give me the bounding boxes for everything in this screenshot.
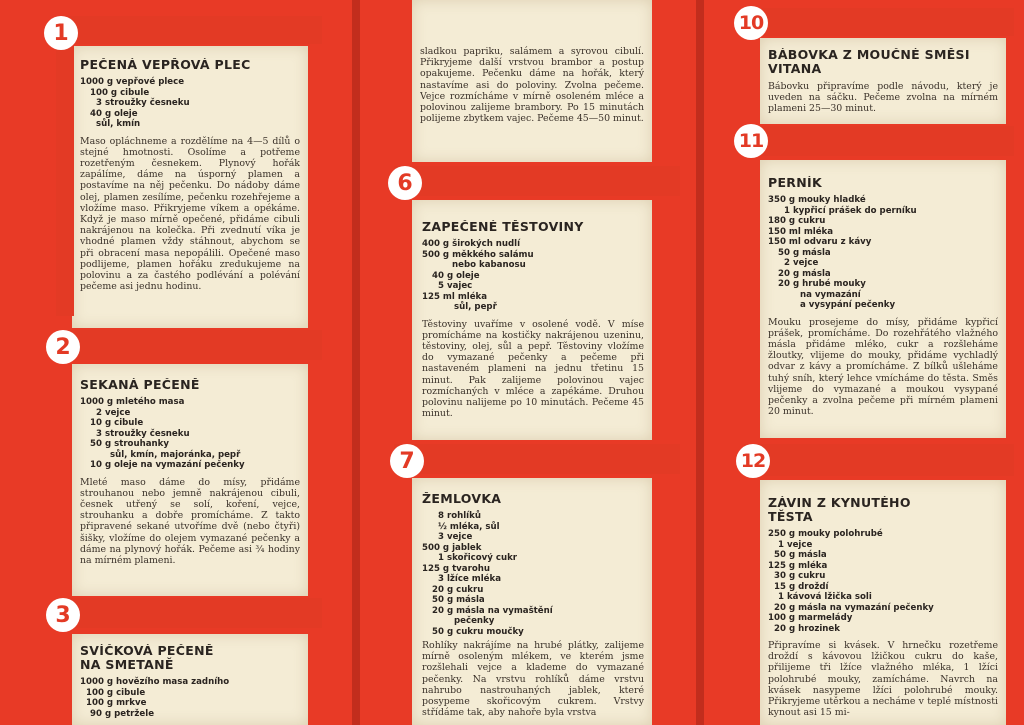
recipe-instructions: Připravíme si kvásek. V hrnečku rozetřeme droždí s kávovou lžičkou cukru do kaše, přilijeme tři lžíce vlažného mléka, 1 lžíci polohrubé mouky, zamícháme. Navrch na kvásek nasypeme lžíci polohrubé mouky. Přikryjeme utěrkou a necháme v teplé místnosti kynout asi 15 mi- <box>768 640 998 719</box>
ingredient: 100 g mrkve <box>86 698 147 708</box>
ingredient: 1 kávová lžička soli <box>778 592 872 602</box>
ingredient: 40 g oleje <box>90 108 138 119</box>
ingredient: 20 g cukru <box>432 584 484 595</box>
recipe-title: BÁBOVKA Z MOUČNÉ SMĚSI VITANA <box>768 48 970 76</box>
recipe-title: ZAPEČENÉ TĚSTOVINY <box>422 220 584 234</box>
recipe-instructions: sladkou papriku, salámem a syrovou cibulí. Přikryjeme další vrstvou brambor a postup opakujeme. Pečenku dáme na hořák, který nastavíme asi do poloviny. Zvolna pečeme. Vejce rozmícháme v mírně osoleném mléce a polovinou zalijeme brambory. Po 15 minutách polijeme zbytkem vajec. Pečeme 45—50 minut. <box>420 46 644 125</box>
ingredient: 50 g strouhanky <box>90 439 169 449</box>
ingredient: 400 g širokých nudlí <box>422 239 521 249</box>
ingredient: 3 lžíce mléka <box>438 574 502 584</box>
ingredient: sůl, pepř <box>454 302 497 312</box>
ingredient: 1 kypřicí prášek do perníku <box>784 205 917 216</box>
ingredient: ½ mléka, sůl <box>438 521 500 532</box>
ingredient: 1 skořicový cukr <box>438 553 518 563</box>
recipe-title: ZÁVIN Z KYNUTÉHO TĚSTA <box>768 496 911 524</box>
ingredient: 100 g cibule <box>90 87 150 98</box>
recipe-title: ŽEMLOVKA <box>422 492 502 506</box>
ingredient: 10 g cibule <box>90 418 144 428</box>
recipe-continued <box>420 46 644 156</box>
recipe-title: PEČENÁ VEPŘOVÁ PLEC <box>80 58 251 72</box>
recipe-title: SVÍČKOVÁ PEČENĚ NA SMETANĚ <box>80 644 214 672</box>
recipe-instructions: Mouku prosejeme do mísy, přidáme kypřicí prášek, promícháme. Do rozehřátého vlažného másla přidáme mléko, cukr a rozšleháme žloutky, vlijeme do mouky, přidáme vychladlý odvar z kávy a promícháme. Z bílků ušleháme tuhý sníh, který lehce vmícháme do těsta. Směs vlijeme do vymazané a moukou vysypané pečenky a zvolna pečeme při mírném plameni 20 minut. <box>768 316 998 418</box>
ingredient: 50 g másla <box>774 550 827 560</box>
ingredient: 500 g jablek <box>422 542 482 553</box>
ingredient: 350 g mouky hladké <box>768 195 866 205</box>
recipe-instructions: Bábovku připravíme podle návodu, který je uveden na sáčku. Pečeme zvolna na mírném plameni 25—30 minut. <box>768 81 998 115</box>
recipe-1 <box>80 58 300 320</box>
recipe-title: SEKANÁ PEČENĚ <box>80 378 200 392</box>
ingredient: 50 g cukru moučky <box>432 626 524 637</box>
recipe-number-badge: 2 <box>46 330 80 364</box>
ingredient: 2 vejce <box>784 258 819 268</box>
recipe-number-badge: 1 <box>44 16 78 50</box>
recipe-instructions: Maso opláchneme a rozdělíme na 4—5 dílů o stejné hmotnosti. Osolíme a potřeme rozetřeným česnekem. Plynový hořák zapálíme, dáme na úsporný plamen a postavíme na něj pečenku. Do nádoby dáme olej, plamen zesílíme, pečenku rozehřejeme a vložíme maso. Přikryjeme víkem a opékáme. Když je maso mírně opečené, přidáme cibuli nakrájenou na kolečka. Při zvednutí víka je vhodné plamen vždy stáhnout, abychom se při obracení masa nepopálili. Opečené maso podlijeme, plamen hořáku zredukujeme na polovinu a za častého podlévání a polévání pečeme asi jednu hodinu. <box>80 135 300 293</box>
red-stripe <box>394 166 680 196</box>
red-stripe <box>744 444 1014 476</box>
ingredient: 90 g petržele <box>90 708 155 719</box>
ingredient: 100 g cibule <box>86 687 146 698</box>
ingredient: 150 ml odvaru z kávy <box>768 237 872 247</box>
fold-line <box>352 0 360 725</box>
recipe-number-badge: 6 <box>388 166 422 200</box>
ingredient: 8 rohlíků <box>438 511 481 521</box>
red-stripe <box>744 8 1014 36</box>
ingredient: 50 g másla <box>778 247 831 258</box>
recipe-12 <box>768 496 998 725</box>
recipe-instructions: Rohlíky nakrájíme na hrubé plátky, zalijeme mírně osoleným mlékem, ve kterém jsme rozšlehali vejce a klademe do vymazané pečenky. Na vrstvu rohlíků dáme vrstvu nahrubo nastrouhaných jablek, které posypeme skořicovým cukrem. Vrstvy střídáme tak, aby nahoře byla vrstva <box>422 640 644 719</box>
ingredient: 3 vejce <box>438 532 473 542</box>
ingredient: 20 g másla <box>778 268 831 279</box>
ingredient: pečenky <box>454 616 495 626</box>
recipe-number-badge: 12 <box>736 444 770 478</box>
fold-line <box>696 0 704 725</box>
ingredient: 1000 g mletého masa <box>80 397 185 407</box>
ingredient-list <box>422 239 644 313</box>
recipe-number-badge: 7 <box>390 444 424 478</box>
ingredient: 150 ml mléka <box>768 226 834 237</box>
recipe-number-badge: 10 <box>734 6 768 40</box>
ingredient: 100 g marmelády <box>768 613 853 623</box>
red-stripe <box>56 330 322 360</box>
recipe-10 <box>768 48 998 122</box>
red-stripe <box>744 126 1014 156</box>
ingredient: 125 ml mléka <box>422 291 488 302</box>
ingredient: a vysypání pečenky <box>800 300 896 310</box>
recipe-number-badge: 3 <box>46 598 80 632</box>
ingredient-list <box>768 195 998 311</box>
recipe-2 <box>80 378 300 590</box>
ingredient: sůl, kmín, majoránka, pepř <box>110 449 241 460</box>
ingredient: 1000 g vepřové plece <box>80 77 185 87</box>
ingredient: na vymazání <box>800 289 861 300</box>
recipe-number-badge: 11 <box>734 124 768 158</box>
ingredient: 125 g mléka <box>768 560 828 571</box>
ingredient-list <box>80 397 300 471</box>
recipe-instructions: Mleté maso dáme do mísy, přidáme strouhanou nebo jemně nakrájenou cibuli, česnek utřený se solí, koření, vejce, strouhanku a dobře promícháme. Z takto připravené sekané utvoříme dvě (nebo čtyři) šišky, vložíme do olejem vymazané pečenky a dáme na plynový hořák. Pečeme asi ¾ hodiny na mírném plameni. <box>80 476 300 566</box>
recipe-3 <box>80 644 300 725</box>
recipe-title: PERNÍK <box>768 176 822 190</box>
ingredient: 20 g hrubé mouky <box>778 279 866 289</box>
ingredient: 20 g másla na vymaštění <box>432 605 553 616</box>
ingredient: 40 g oleje <box>432 270 480 281</box>
ingredient: 2 vejce <box>96 407 131 418</box>
red-stripe <box>56 598 322 628</box>
ingredient: 30 g cukru <box>774 571 826 581</box>
ingredient: 5 vajec <box>438 281 473 291</box>
ingredient: 20 g másla na vymazání pečenky <box>774 602 934 613</box>
ingredient-list <box>768 529 998 634</box>
ingredient: 1 vejce <box>778 539 813 550</box>
ingredient: 250 g mouky polohrubé <box>768 529 883 539</box>
ingredient: nebo kabanosu <box>452 260 526 270</box>
ingredient: 15 g droždí <box>774 581 829 592</box>
ingredient-list <box>80 677 300 719</box>
ingredient-list <box>80 77 300 130</box>
ingredient: 500 g měkkého salámu <box>422 249 534 260</box>
ingredient: sůl, kmín <box>96 119 141 129</box>
ingredient: 3 stroužky česneku <box>96 428 190 439</box>
ingredient: 20 g hrozinek <box>774 623 840 634</box>
recipe-instructions: Těstoviny uvaříme v osolené vodě. V míse promícháme na kostičky nakrájenou uzeninu, těstoviny, olej, sůl a pepř. Těstoviny vložíme do vymazané pečenky a pečeme při nastaveném plameni na jednu třetinu 15 minut. Pak zalijeme polovinou vajec rozmíchaných v mléce a zapékáme. Druhou polovinu nalijeme po 10 minutách. Pečeme 45 minut. <box>422 318 644 420</box>
ingredient: 10 g oleje na vymazání pečenky <box>90 460 245 470</box>
ingredient: 50 g másla <box>432 595 485 605</box>
recipe-6 <box>422 220 644 436</box>
recipe-11 <box>768 176 998 436</box>
red-stripe <box>56 16 74 316</box>
ingredient: 125 g tvarohu <box>422 563 490 574</box>
red-stripe <box>394 444 680 474</box>
recipe-7 <box>422 492 644 725</box>
ingredient: 3 stroužky česneku <box>96 98 190 108</box>
red-stripe <box>56 16 322 44</box>
ingredient: 180 g cukru <box>768 216 826 226</box>
ingredient: 1000 g hovězího masa zadního <box>80 677 230 687</box>
ingredient-list <box>422 511 644 637</box>
